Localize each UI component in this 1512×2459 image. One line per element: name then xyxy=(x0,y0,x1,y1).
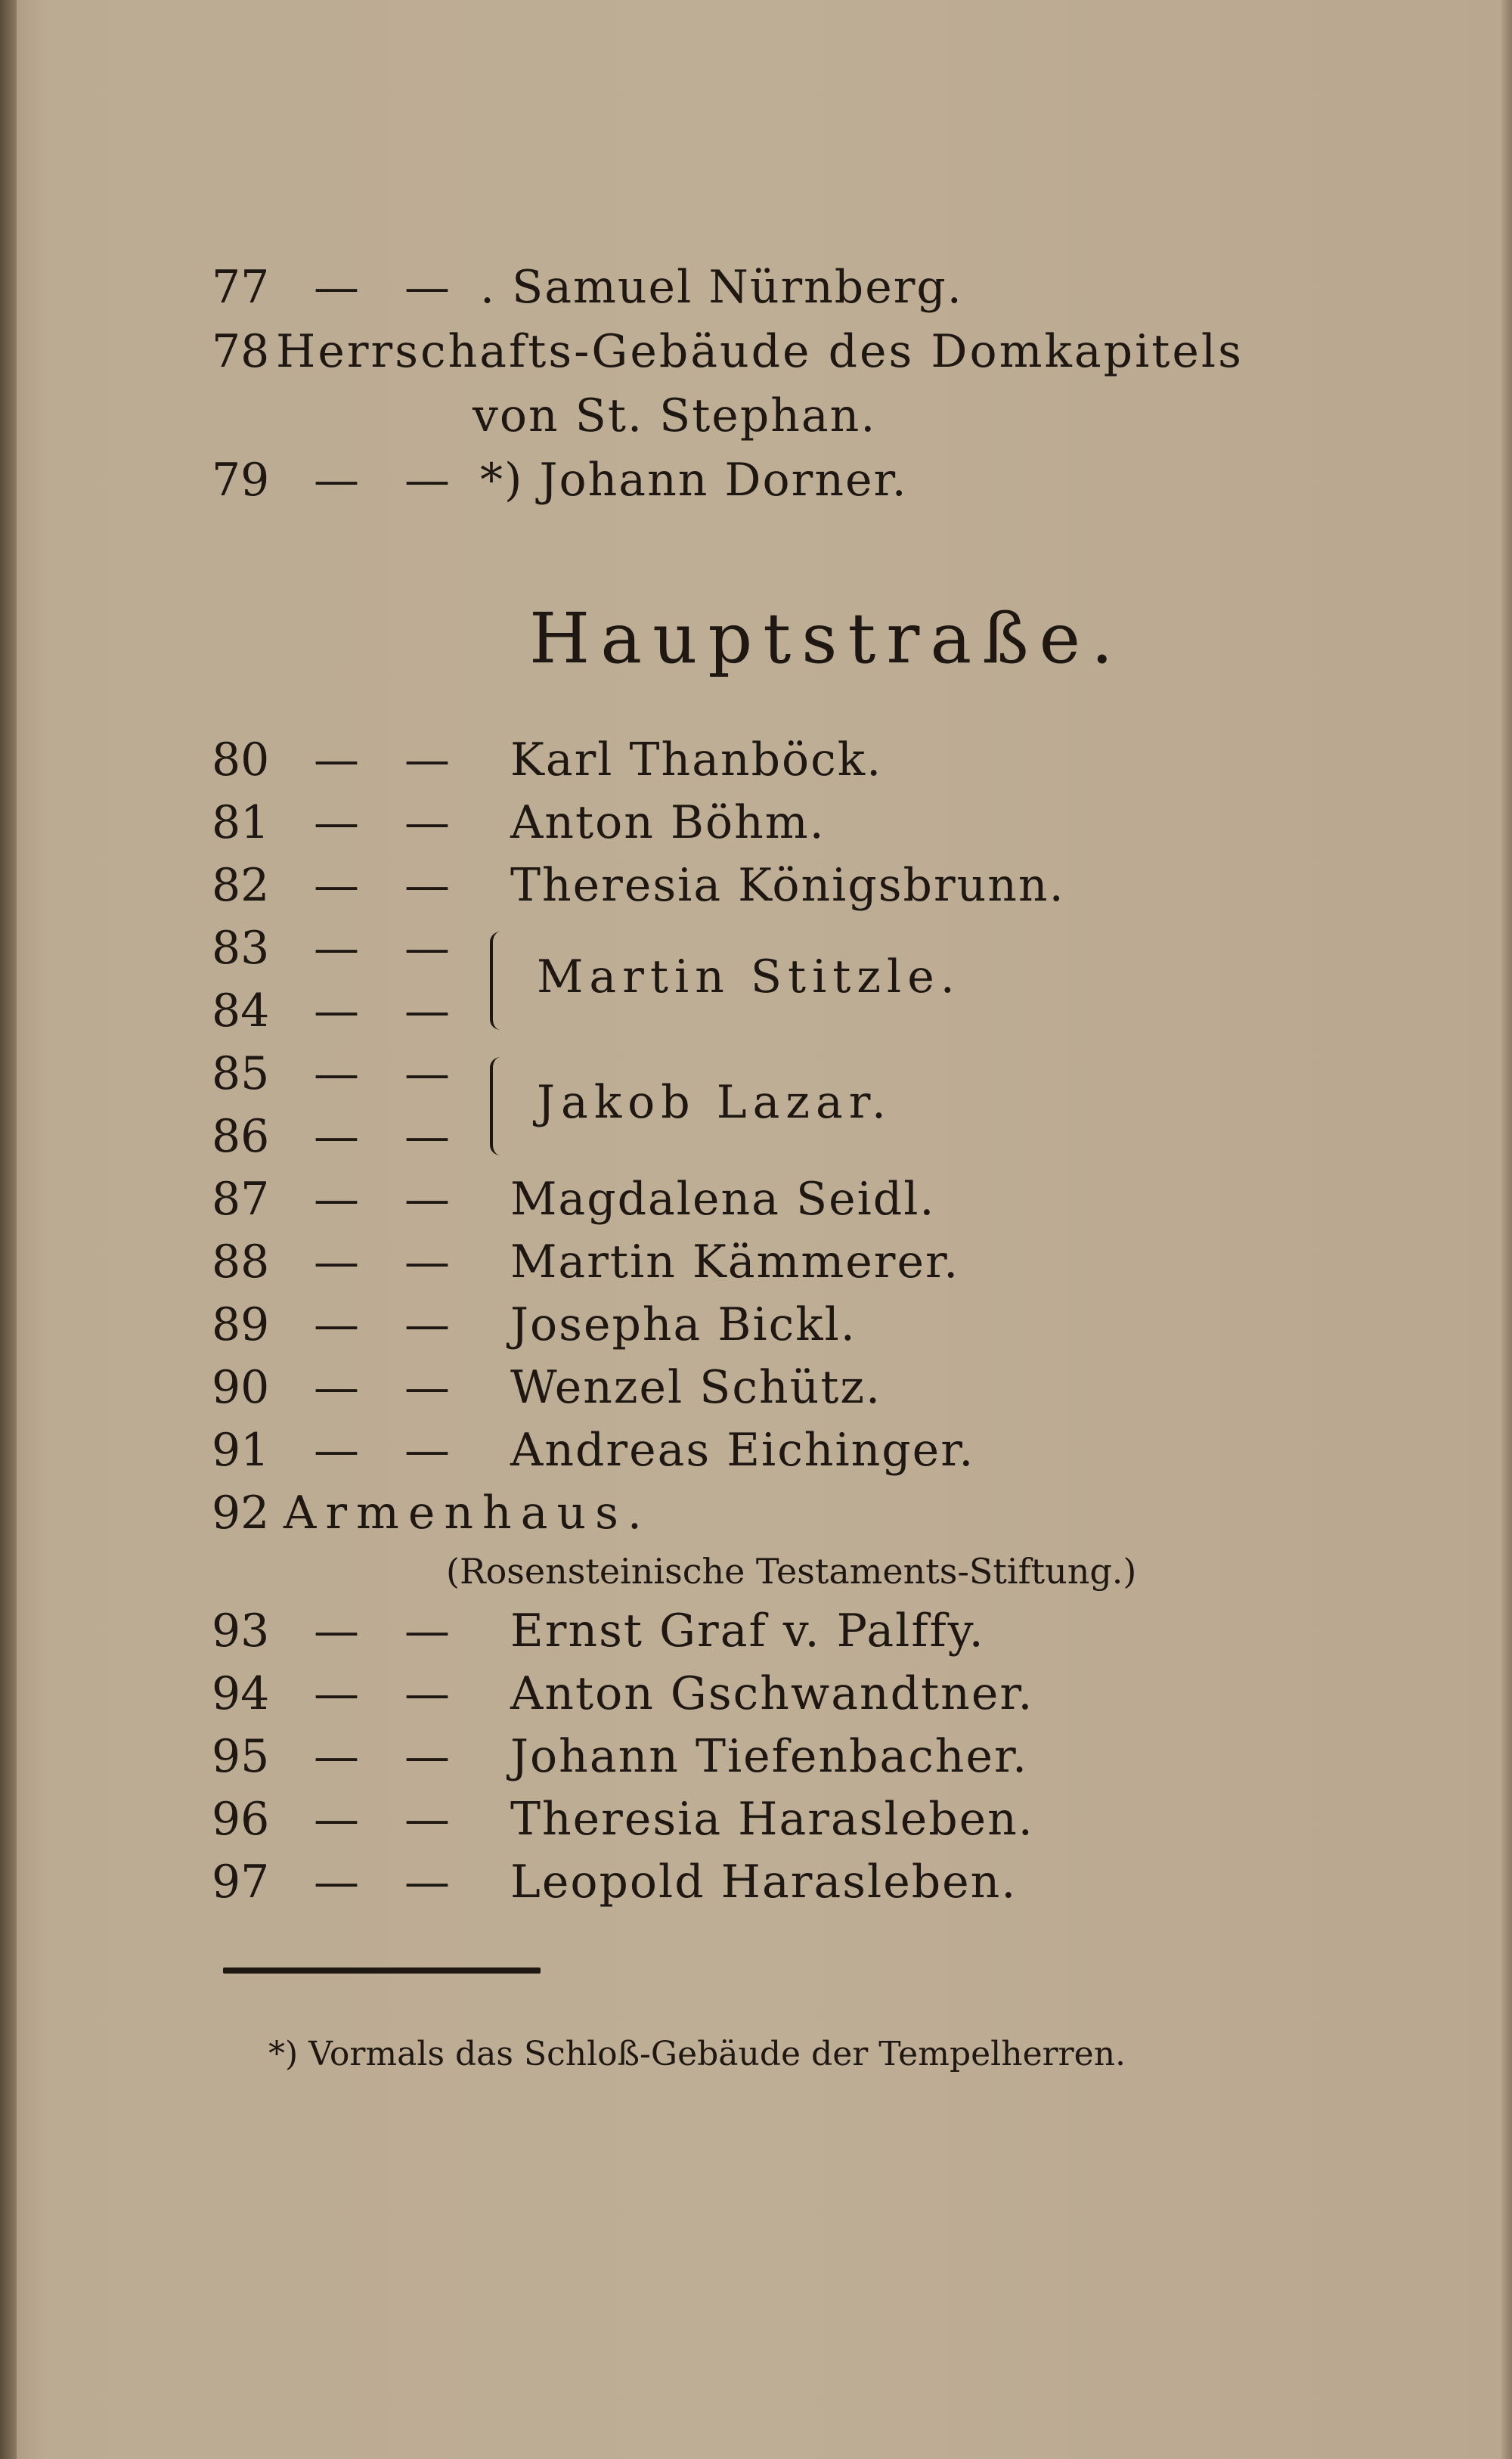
dash: — xyxy=(314,1605,359,1657)
dash: — xyxy=(404,922,450,975)
brace-bracket xyxy=(490,932,507,1030)
dash: — xyxy=(404,1730,450,1783)
owner-name: von St. Stephan. xyxy=(472,389,877,442)
dash: — xyxy=(404,1110,450,1163)
owner-name: Leopold Harasleben. xyxy=(510,1856,1018,1909)
house-number: 94 xyxy=(212,1667,270,1720)
house-number: 88 xyxy=(212,1236,270,1288)
dash: — xyxy=(404,1856,450,1909)
dash: — xyxy=(314,1856,359,1909)
house-number: 87 xyxy=(212,1173,270,1226)
house-number: 91 xyxy=(212,1424,270,1477)
dash: — xyxy=(314,454,359,507)
dash: — xyxy=(314,1047,359,1100)
dash: — xyxy=(314,1793,359,1846)
owner-name: Karl Thanböck. xyxy=(510,733,883,786)
street-heading: Hauptstraße. xyxy=(529,598,1124,679)
owner-name: Theresia Harasleben. xyxy=(510,1793,1034,1846)
house-number: 92 xyxy=(212,1487,270,1540)
house-number: 97 xyxy=(212,1856,270,1909)
dash: — xyxy=(404,796,450,849)
dash: — xyxy=(314,985,359,1037)
footnote-rule xyxy=(223,1968,541,1974)
dash: — xyxy=(314,261,359,314)
owner-name: Herrschafts-Gebäude des Domkapitels xyxy=(276,325,1244,378)
dash: — xyxy=(404,1173,450,1226)
dash: — xyxy=(314,1667,359,1720)
dash: — xyxy=(404,261,450,314)
dash: — xyxy=(404,1667,450,1720)
dash: — xyxy=(314,1424,359,1477)
dash: — xyxy=(404,985,450,1037)
owner-name: Magdalena Seidl. xyxy=(510,1173,936,1226)
brace-owner-name: Jakob Lazar. xyxy=(537,1076,892,1129)
house-number: 77 xyxy=(212,261,270,314)
page-edge-left xyxy=(0,0,17,2459)
dash: — xyxy=(404,859,450,912)
owner-name: Andreas Eichinger. xyxy=(510,1424,975,1477)
owner-name: Josepha Bickl. xyxy=(510,1298,857,1351)
owner-name: . Samuel Nürnberg. xyxy=(480,261,963,314)
dash: — xyxy=(314,1173,359,1226)
owner-name: Martin Kämmerer. xyxy=(510,1236,960,1288)
house-number: 96 xyxy=(212,1793,270,1846)
house-number: 85 xyxy=(212,1047,270,1100)
house-number: 86 xyxy=(212,1110,270,1163)
dash: — xyxy=(404,1424,450,1477)
house-number: 90 xyxy=(212,1361,270,1414)
footnote: *) Vormals das Schloß-Gebäude der Tempelherren. xyxy=(268,2035,1126,2073)
page-edge-right xyxy=(1501,0,1512,2459)
brace-bracket xyxy=(490,1057,507,1155)
dash: — xyxy=(404,1361,450,1414)
dash: — xyxy=(314,922,359,975)
owner-name: Ernst Graf v. Palffy. xyxy=(510,1605,985,1657)
owner-name: Armenhaus. xyxy=(284,1487,651,1540)
dash: — xyxy=(314,1110,359,1163)
dash: — xyxy=(404,733,450,786)
house-number: 83 xyxy=(212,922,270,975)
dash: — xyxy=(314,796,359,849)
dash: — xyxy=(404,1793,450,1846)
dash: — xyxy=(404,1298,450,1351)
dash: — xyxy=(314,733,359,786)
dash: — xyxy=(404,1047,450,1100)
dash: — xyxy=(314,1298,359,1351)
dash: — xyxy=(314,1730,359,1783)
dash: — xyxy=(314,859,359,912)
owner-name: *) Johann Dorner. xyxy=(480,454,908,507)
dash: — xyxy=(404,1236,450,1288)
dash: — xyxy=(404,1605,450,1657)
owner-name: Theresia Königsbrunn. xyxy=(510,859,1065,912)
house-number: 78 xyxy=(212,325,270,378)
brace-owner-name: Martin Stitzle. xyxy=(537,950,961,1003)
owner-name: Johann Tiefenbacher. xyxy=(510,1730,1029,1783)
house-number: 81 xyxy=(212,796,270,849)
owner-name: Wenzel Schütz. xyxy=(510,1361,882,1414)
house-number: 93 xyxy=(212,1605,270,1657)
dash: — xyxy=(314,1236,359,1288)
house-number: 95 xyxy=(212,1730,270,1783)
house-number: 84 xyxy=(212,985,270,1037)
dash: — xyxy=(404,454,450,507)
house-number: 82 xyxy=(212,859,270,912)
owner-name: Anton Böhm. xyxy=(510,796,826,849)
house-number: 80 xyxy=(212,733,270,786)
house-number: 79 xyxy=(212,454,270,507)
owner-name: Anton Gschwandtner. xyxy=(510,1667,1034,1720)
armenhaus-note: (Rosensteinische Testaments-Stiftung.) xyxy=(446,1551,1137,1592)
house-number: 89 xyxy=(212,1298,270,1351)
dash: — xyxy=(314,1361,359,1414)
